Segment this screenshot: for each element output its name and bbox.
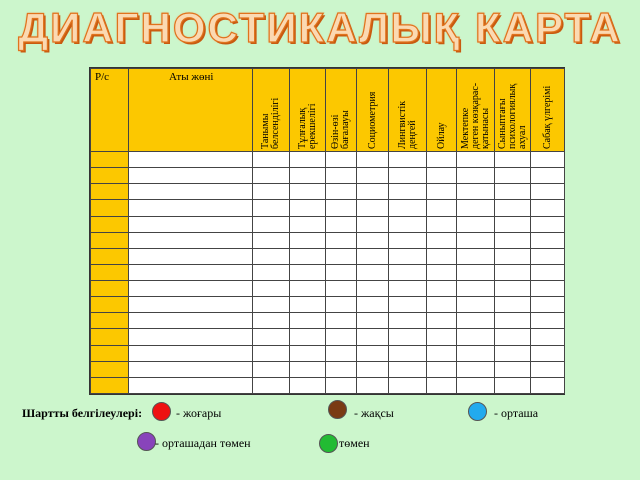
score-cell[interactable]	[427, 345, 457, 361]
score-cell[interactable]	[389, 281, 427, 297]
name-cell[interactable]	[129, 216, 253, 232]
score-cell[interactable]	[290, 281, 326, 297]
score-cell[interactable]	[457, 232, 495, 248]
score-cell[interactable]	[457, 297, 495, 313]
score-cell[interactable]	[357, 168, 389, 184]
score-cell[interactable]	[457, 345, 495, 361]
row-number-cell[interactable]	[91, 297, 129, 313]
row-number-cell[interactable]	[91, 200, 129, 216]
score-cell[interactable]	[457, 329, 495, 345]
score-cell[interactable]	[457, 377, 495, 393]
score-cell[interactable]	[427, 152, 457, 168]
table-row	[91, 264, 565, 280]
name-cell[interactable]	[129, 329, 253, 345]
score-cell[interactable]	[531, 313, 565, 329]
legend-text-below-average: - орташадан төмен	[155, 436, 251, 450]
score-cell[interactable]	[427, 297, 457, 313]
score-cell[interactable]	[389, 297, 427, 313]
legend-text-low: төмен	[339, 436, 370, 450]
score-cell[interactable]	[326, 345, 357, 361]
score-cell[interactable]	[389, 184, 427, 200]
score-cell[interactable]	[531, 248, 565, 264]
score-cell[interactable]	[427, 313, 457, 329]
legend-text-good: - жақсы	[354, 406, 394, 420]
row-number-cell[interactable]	[91, 152, 129, 168]
score-cell[interactable]	[253, 200, 290, 216]
score-cell[interactable]	[326, 281, 357, 297]
legend-text-average: - орташа	[494, 406, 539, 420]
score-cell[interactable]	[427, 184, 457, 200]
score-cell[interactable]	[357, 200, 389, 216]
score-cell[interactable]	[531, 184, 565, 200]
table-row	[91, 329, 565, 345]
score-cell[interactable]	[495, 184, 531, 200]
score-cell[interactable]	[290, 313, 326, 329]
table-row	[91, 168, 565, 184]
score-cell[interactable]	[389, 329, 427, 345]
table-row	[91, 345, 565, 361]
score-cell[interactable]	[427, 377, 457, 393]
row-number-cell[interactable]	[91, 264, 129, 280]
score-cell[interactable]	[290, 232, 326, 248]
score-cell[interactable]	[290, 200, 326, 216]
score-cell[interactable]	[290, 168, 326, 184]
score-cell[interactable]	[457, 281, 495, 297]
score-cell[interactable]	[253, 184, 290, 200]
score-cell[interactable]	[357, 264, 389, 280]
table-row	[91, 184, 565, 200]
score-cell[interactable]	[253, 377, 290, 393]
row-number-cell[interactable]	[91, 361, 129, 377]
score-cell[interactable]	[290, 377, 326, 393]
legend-dot-low	[319, 434, 338, 453]
score-cell[interactable]	[357, 281, 389, 297]
score-cell[interactable]	[495, 313, 531, 329]
score-cell[interactable]	[531, 152, 565, 168]
score-cell[interactable]	[253, 232, 290, 248]
legend-dot-below-average	[137, 432, 156, 451]
name-cell[interactable]	[129, 232, 253, 248]
score-cell[interactable]	[495, 264, 531, 280]
row-number-cell[interactable]	[91, 248, 129, 264]
row-number-cell[interactable]	[91, 184, 129, 200]
score-cell[interactable]	[357, 345, 389, 361]
row-number-cell[interactable]	[91, 168, 129, 184]
score-cell[interactable]	[531, 200, 565, 216]
score-cell[interactable]	[357, 184, 389, 200]
score-cell[interactable]	[389, 216, 427, 232]
score-cell[interactable]	[326, 168, 357, 184]
score-cell[interactable]	[495, 329, 531, 345]
name-cell[interactable]	[129, 168, 253, 184]
score-cell[interactable]	[531, 264, 565, 280]
score-cell[interactable]	[531, 329, 565, 345]
name-cell[interactable]	[129, 361, 253, 377]
table-row	[91, 297, 565, 313]
score-cell[interactable]	[253, 313, 290, 329]
score-cell[interactable]	[326, 329, 357, 345]
score-cell[interactable]	[495, 216, 531, 232]
score-cell[interactable]	[495, 345, 531, 361]
score-cell[interactable]	[531, 232, 565, 248]
row-number-cell[interactable]	[91, 329, 129, 345]
score-cell[interactable]	[290, 329, 326, 345]
score-cell[interactable]	[495, 168, 531, 184]
header-performance: Сабақ үлгерімі	[531, 69, 565, 152]
score-cell[interactable]	[290, 184, 326, 200]
score-cell[interactable]	[427, 232, 457, 248]
score-cell[interactable]	[495, 281, 531, 297]
score-cell[interactable]	[427, 200, 457, 216]
score-cell[interactable]	[531, 297, 565, 313]
table-row	[91, 313, 565, 329]
score-cell[interactable]	[495, 377, 531, 393]
score-cell[interactable]	[326, 200, 357, 216]
name-cell[interactable]	[129, 377, 253, 393]
name-cell[interactable]	[129, 264, 253, 280]
score-cell[interactable]	[457, 152, 495, 168]
score-cell[interactable]	[389, 345, 427, 361]
table-row	[91, 200, 565, 216]
score-cell[interactable]	[253, 281, 290, 297]
score-cell[interactable]	[495, 152, 531, 168]
score-cell[interactable]	[389, 313, 427, 329]
score-cell[interactable]	[357, 329, 389, 345]
score-cell[interactable]	[495, 361, 531, 377]
score-cell[interactable]	[427, 264, 457, 280]
score-cell[interactable]	[389, 248, 427, 264]
header-linguistic: Лингвистік деңгей	[389, 69, 427, 152]
score-cell[interactable]	[253, 264, 290, 280]
score-cell[interactable]	[357, 248, 389, 264]
score-cell[interactable]	[326, 216, 357, 232]
row-number-cell[interactable]	[91, 232, 129, 248]
score-cell[interactable]	[357, 313, 389, 329]
score-cell[interactable]	[531, 361, 565, 377]
score-cell[interactable]	[389, 361, 427, 377]
header-class-climate: Сыныптағы психологиялық ахуал	[495, 69, 531, 152]
score-cell[interactable]	[427, 281, 457, 297]
score-cell[interactable]	[326, 264, 357, 280]
score-cell[interactable]	[290, 152, 326, 168]
table-row	[91, 232, 565, 248]
score-cell[interactable]	[495, 200, 531, 216]
legend-label: Шартты белгілеулері:	[22, 406, 143, 420]
legend-dot-good	[328, 400, 347, 419]
score-cell[interactable]	[389, 168, 427, 184]
score-cell[interactable]	[531, 345, 565, 361]
score-cell[interactable]	[457, 216, 495, 232]
header-self-esteem: Өзін-өзі бағалауы	[326, 69, 357, 152]
header-personality: Тұлғалық ерекшелігі	[290, 69, 326, 152]
name-cell[interactable]	[129, 313, 253, 329]
score-cell[interactable]	[326, 232, 357, 248]
score-cell[interactable]	[389, 264, 427, 280]
score-cell[interactable]	[495, 297, 531, 313]
score-cell[interactable]	[389, 232, 427, 248]
score-cell[interactable]	[357, 216, 389, 232]
table-row	[91, 216, 565, 232]
score-cell[interactable]	[326, 297, 357, 313]
header-number: Р/с	[91, 69, 129, 152]
score-cell[interactable]	[253, 216, 290, 232]
score-cell[interactable]	[457, 264, 495, 280]
name-cell[interactable]	[129, 248, 253, 264]
score-cell[interactable]	[457, 168, 495, 184]
legend-text-high: - жоғары	[176, 406, 222, 420]
score-cell[interactable]	[326, 361, 357, 377]
row-number-cell[interactable]	[91, 345, 129, 361]
score-cell[interactable]	[253, 152, 290, 168]
name-cell[interactable]	[129, 345, 253, 361]
score-cell[interactable]	[357, 361, 389, 377]
score-cell[interactable]	[427, 216, 457, 232]
header-school-attitude: Мектепке деген көзқарас- қатынасы	[457, 69, 495, 152]
score-cell[interactable]	[253, 248, 290, 264]
score-cell[interactable]	[531, 281, 565, 297]
name-cell[interactable]	[129, 200, 253, 216]
score-cell[interactable]	[457, 313, 495, 329]
score-cell[interactable]	[326, 248, 357, 264]
score-cell[interactable]	[253, 361, 290, 377]
score-cell[interactable]	[357, 377, 389, 393]
score-cell[interactable]	[253, 329, 290, 345]
table-row	[91, 152, 565, 168]
name-cell[interactable]	[129, 297, 253, 313]
legend-dot-high	[152, 402, 171, 421]
score-cell[interactable]	[457, 200, 495, 216]
score-cell[interactable]	[290, 264, 326, 280]
score-cell[interactable]	[427, 168, 457, 184]
score-cell[interactable]	[427, 248, 457, 264]
table-row	[91, 281, 565, 297]
row-number-cell[interactable]	[91, 216, 129, 232]
row-number-cell[interactable]	[91, 313, 129, 329]
score-cell[interactable]	[495, 232, 531, 248]
diagnostic-table	[89, 67, 565, 395]
score-cell[interactable]	[357, 232, 389, 248]
score-cell[interactable]	[531, 216, 565, 232]
score-cell[interactable]	[326, 313, 357, 329]
score-cell[interactable]	[357, 297, 389, 313]
table-row	[91, 248, 565, 264]
header-thinking: Ойлау	[427, 69, 457, 152]
table-header-row	[91, 69, 565, 152]
score-cell[interactable]	[389, 200, 427, 216]
header-cognitive-activity: Танымы белсенділігі	[253, 69, 290, 152]
header-name: Аты жөні	[129, 69, 253, 152]
table-row	[91, 361, 565, 377]
score-cell[interactable]	[457, 184, 495, 200]
name-cell[interactable]	[129, 281, 253, 297]
score-cell[interactable]	[326, 377, 357, 393]
score-cell[interactable]	[290, 216, 326, 232]
name-cell[interactable]	[129, 152, 253, 168]
score-cell[interactable]	[326, 184, 357, 200]
score-cell[interactable]	[290, 361, 326, 377]
score-cell[interactable]	[253, 345, 290, 361]
score-cell[interactable]	[427, 361, 457, 377]
score-cell[interactable]	[290, 297, 326, 313]
score-cell[interactable]	[531, 168, 565, 184]
score-cell[interactable]	[389, 377, 427, 393]
name-cell[interactable]	[129, 184, 253, 200]
legend-dot-average	[468, 402, 487, 421]
score-cell[interactable]	[531, 377, 565, 393]
score-cell[interactable]	[253, 297, 290, 313]
score-cell[interactable]	[357, 152, 389, 168]
page-title: ДИАГНОСТИКАЛЫҚ КАРТА	[18, 4, 622, 51]
table-row	[91, 377, 565, 393]
score-cell[interactable]	[495, 248, 531, 264]
header-sociometry: Социометрия	[357, 69, 389, 152]
score-cell[interactable]	[427, 329, 457, 345]
score-cell[interactable]	[253, 168, 290, 184]
score-cell[interactable]	[326, 152, 357, 168]
score-cell[interactable]	[290, 248, 326, 264]
score-cell[interactable]	[457, 248, 495, 264]
row-number-cell[interactable]	[91, 281, 129, 297]
row-number-cell[interactable]	[91, 377, 129, 393]
score-cell[interactable]	[389, 152, 427, 168]
score-cell[interactable]	[457, 361, 495, 377]
score-cell[interactable]	[290, 345, 326, 361]
